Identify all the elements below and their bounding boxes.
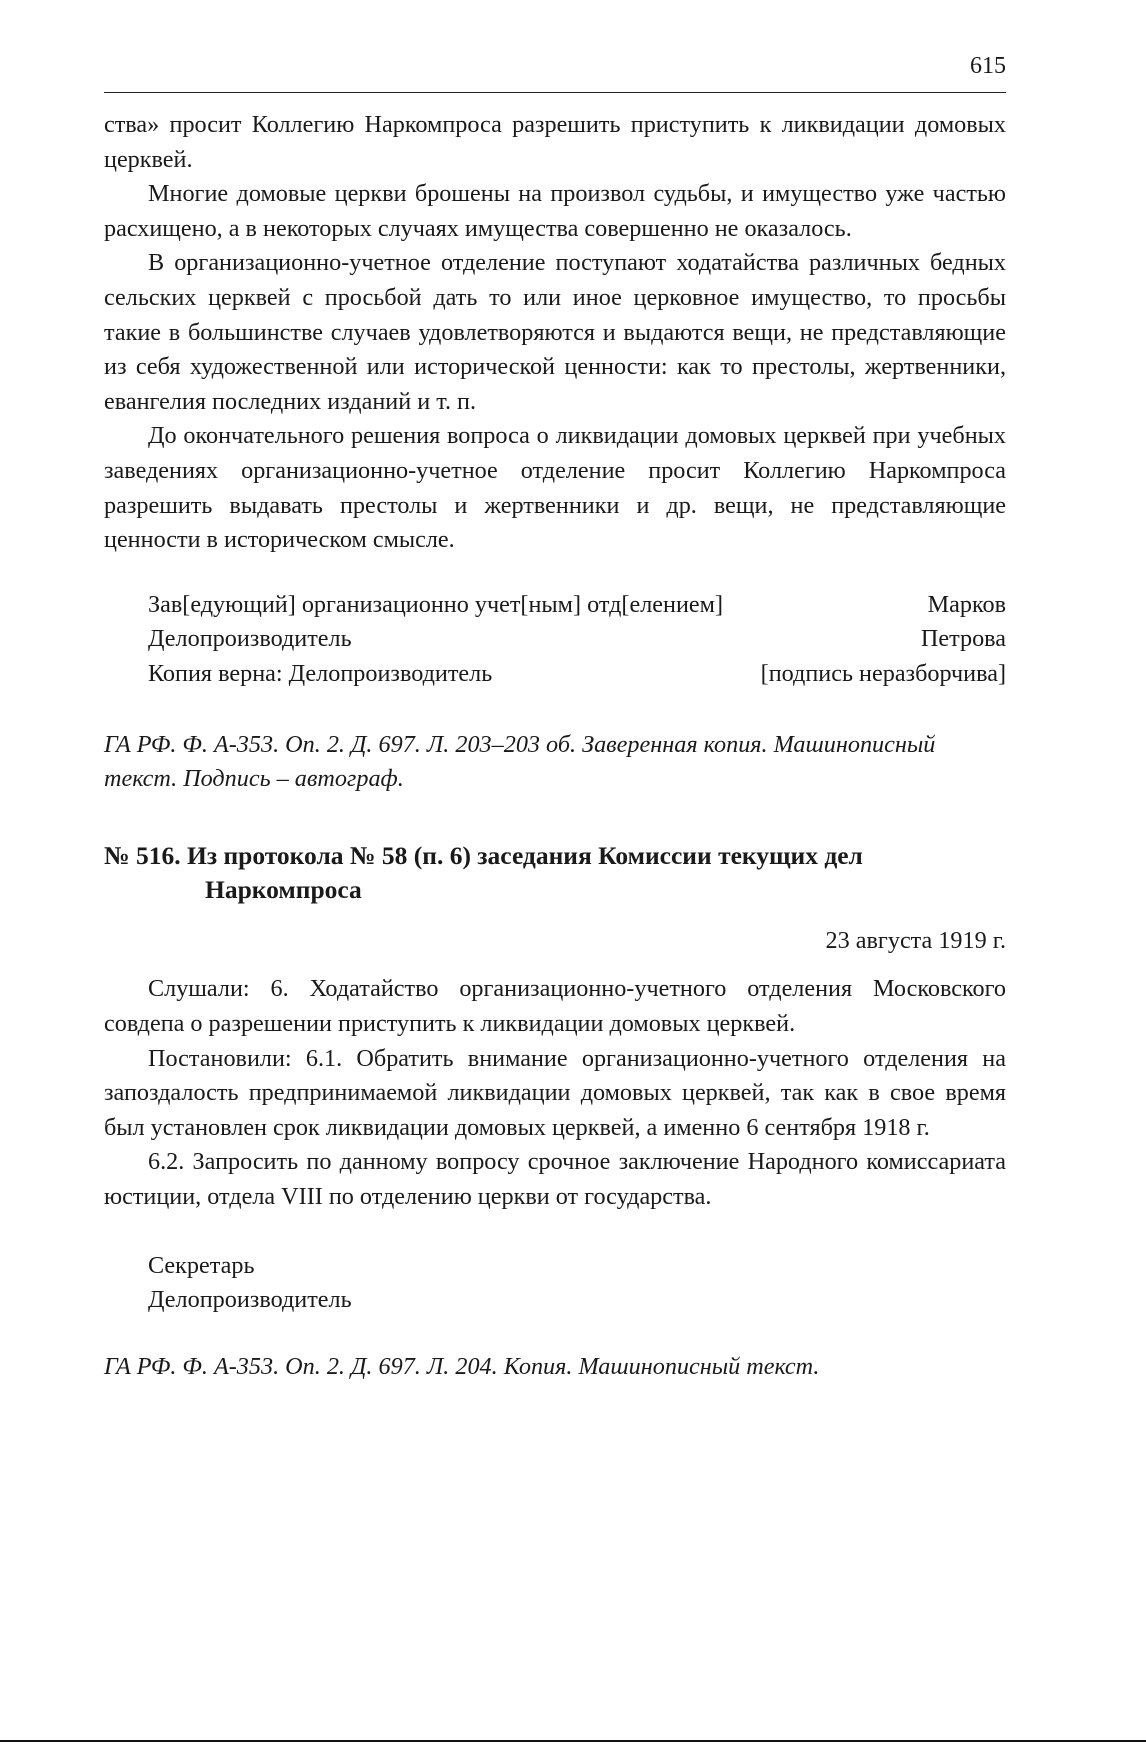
- signature-row: [148, 622, 1006, 657]
- header-rule: [104, 92, 1006, 93]
- page-body: [104, 108, 1006, 1384]
- scan-bottom-edge: [0, 1740, 1146, 1742]
- archive-source-note: ГА РФ. Ф. А-353. Оп. 2. Д. 697. Л. 203–203 об. Заверенная копия. Машинописный текст. Подпись – автограф.: [104, 730, 936, 793]
- signature-row: [148, 657, 1006, 692]
- document-date: 23 августа 1919 г.: [825, 926, 1006, 954]
- paragraph: Постановили: 6.1. Обратить внимание организационно-учетного отделения на запоздалость предпринимаемой ликвидации домовых церквей, так как в свое время был установлен срок ликвидации домовых церквей, а именно 6 сентября 1918 г.: [104, 1044, 1006, 1141]
- paragraph: В организационно-учетное отделение поступают ходатайства различных бедных сельских церквей с просьбой дать то или иное церковное имущество, то просьбы такие в большинстве случаев удовлетворяются и выдаются вещи, не представляющие из себя художественной или исторической ценности: как то престолы, жертвенники, евангелия последних изданий и т. п.: [104, 249, 1006, 415]
- signature-role: Делопроизводитель: [148, 1286, 352, 1314]
- signature-name: Петрова: [920, 625, 1006, 653]
- page-number: 615: [970, 53, 1006, 79]
- paragraph-continuation: ства» просит Коллегию Наркомпроса разрешить приступить к ликвидации домовых церквей.: [104, 111, 1006, 173]
- signature-role: Зав[едующий] организационно учет[ным] отд[елением]: [148, 590, 723, 618]
- signature-block: [104, 588, 1006, 692]
- signature-block: [104, 1249, 1006, 1318]
- signature-row: [148, 588, 1006, 623]
- paragraph: 6.2. Запросить по данному вопросу срочное заключение Народного комиссариата юстиции, отдела VIII по отделению церкви от государства.: [104, 1148, 1006, 1211]
- paragraph: До окончательного решения вопроса о ликвидации домовых церквей при учебных заведениях организационно-учетное отделение просит Коллегию Наркомпроса разрешить выдавать престолы и жертвенники и др. вещи, не представляющие ценности в историческом смысле.: [104, 422, 1006, 554]
- document-heading: № 516. Из протокола № 58 (п. 6) заседания Комиссии текущих дел Наркомпроса: [104, 840, 863, 905]
- signature-name: [подпись неразборчива]: [760, 659, 1006, 687]
- signature-role: Секретарь: [148, 1251, 255, 1279]
- paragraph: Слушали: 6. Ходатайство организационно-учетного отделения Московского совдепа о разрешении приступить к ликвидации домовых церквей.: [104, 975, 1006, 1038]
- archive-source-note: ГА РФ. Ф. А-353. Оп. 2. Д. 697. Л. 204. Копия. Машинописный текст.: [104, 1352, 820, 1380]
- paragraph: Многие домовые церкви брошены на произвол судьбы, и имущество уже частью расхищено, а в некоторых случаях имущества совершенно не оказалось.: [104, 180, 1006, 242]
- signature-role: Копия верна: Делопроизводитель: [148, 659, 493, 687]
- book-page: [104, 0, 1006, 1757]
- signature-role: Делопроизводитель: [148, 625, 352, 653]
- signature-name: Марков: [927, 590, 1006, 618]
